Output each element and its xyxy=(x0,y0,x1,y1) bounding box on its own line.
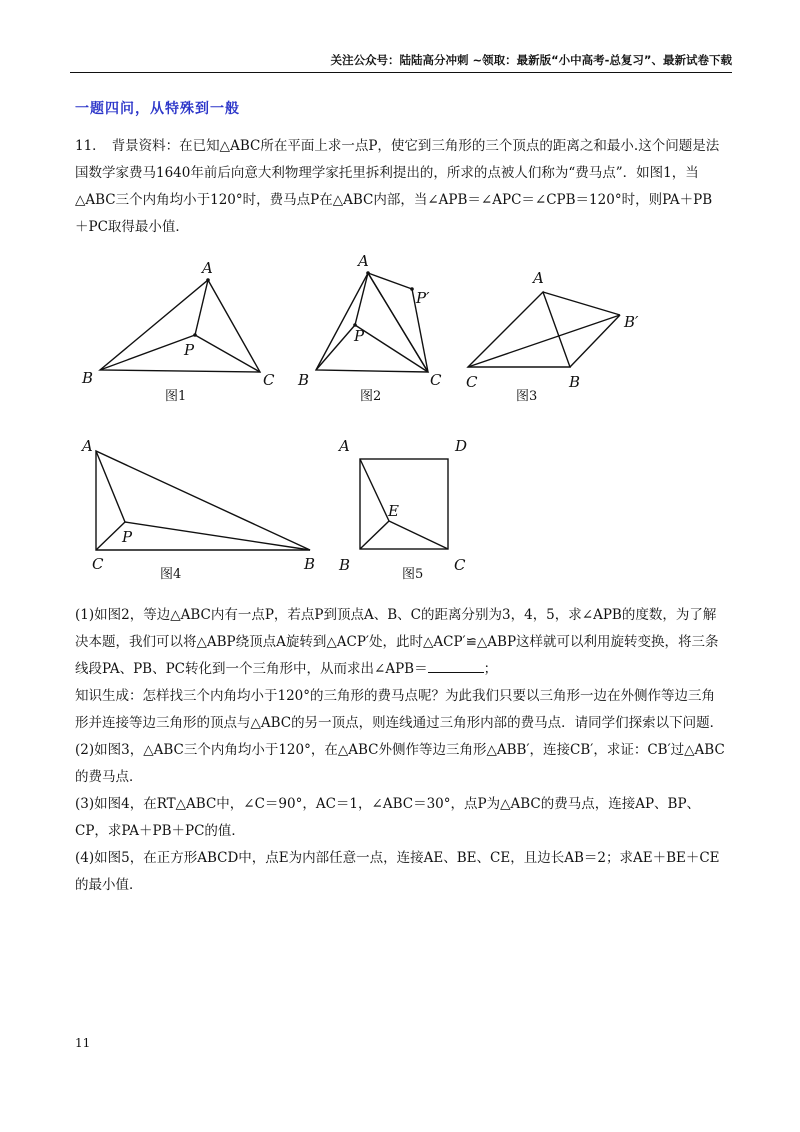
fig1-label-B: B xyxy=(82,369,94,387)
fig2-label-C: C xyxy=(430,371,442,389)
questions-block xyxy=(75,602,725,899)
question-1-end: ； xyxy=(483,661,498,677)
fig4-label-C: C xyxy=(92,555,104,573)
fig3-label-B: B xyxy=(569,373,581,391)
fig1-label-P: P xyxy=(184,341,195,359)
fig3-label-Bp: B′ xyxy=(624,313,639,331)
fig4-caption: 图4 xyxy=(160,567,182,582)
fig1-label-C: C xyxy=(263,371,275,389)
fig2-caption: 图2 xyxy=(360,389,382,404)
figure-3 xyxy=(468,292,620,367)
figures-panel xyxy=(70,255,730,585)
figure-1 xyxy=(100,280,260,372)
fig5-label-B: B xyxy=(339,556,351,574)
problem-number: 11． xyxy=(75,138,106,154)
question-2: (2)如图3，△ABC三个内角均小于120°，在△ABC外侧作等边三角形△ABB′，连接CB′，求证：CB′过△ABC的费马点． xyxy=(75,742,725,785)
answer-blank[interactable] xyxy=(428,658,484,673)
page-header: 关注公众号：陆陆高分冲刺 ~领取：最新版“小中高考-总复习”、最新试卷下载 xyxy=(330,53,732,67)
fig5-label-E: E xyxy=(388,502,399,520)
question-1-text: (1)如图2，等边△ABC内有一点P，若点P到顶点A、B、C的距离分别为3，4，5，求∠APB的度数，为了解决本题，我们可以将△ABP绕顶点A旋转到△ACP′处，此时△ACP′≌△ABP这样就可以利用旋转变换，将三条线段PA、PB、PC转化到一个三角形中，从而求出∠APB＝ xyxy=(75,607,719,677)
knowledge-note: 知识生成：怎样找三个内角均小于120°的三角形的费马点呢？为此我们只要以三角形一边在外侧作等边三角形并连接等边三角形的顶点与△ABC的另一顶点，则连线通过三角形内部的费马点．请同学们探索以下问题． xyxy=(75,688,724,731)
figure-5 xyxy=(360,459,448,549)
fig3-label-A: A xyxy=(533,269,544,287)
header-divider xyxy=(70,72,732,73)
fig2-label-B: B xyxy=(298,371,310,389)
fig5-label-A: A xyxy=(339,437,350,455)
fig1-label-A: A xyxy=(202,259,213,277)
fig4-label-P: P xyxy=(122,528,133,546)
fig2-label-Pp: P′ xyxy=(416,289,430,307)
fig2-label-A: A xyxy=(358,255,369,270)
fig4-label-B: B xyxy=(304,555,316,573)
question-1 xyxy=(75,602,725,683)
fig5-label-C: C xyxy=(454,556,466,574)
question-3: (3)如图4，在RT△ABC中，∠C＝90°，AC＝1，∠ABC＝30°，点P为△ABC的费马点，连接AP、BP、CP，求PA＋PB＋PC的值． xyxy=(75,796,701,839)
fig5-label-D: D xyxy=(455,437,468,455)
section-title: 一题四问，从特殊到一般 xyxy=(75,101,240,117)
fig1-caption: 图1 xyxy=(165,389,187,404)
page-number: 11 xyxy=(75,1036,91,1050)
fig4-label-A: A xyxy=(82,437,93,455)
problem-intro xyxy=(75,133,725,241)
fig3-caption: 图3 xyxy=(516,389,538,404)
fig2-label-P: P xyxy=(354,327,365,345)
fig5-caption: 图5 xyxy=(402,567,424,582)
question-4: (4)如图5，在正方形ABCD中，点E为内部任意一点，连接AE、BE、CE，且边长AB＝2；求AE＋BE＋CE的最小值． xyxy=(75,850,720,893)
intro-text: 背景资料：在已知△ABC所在平面上求一点P，使它到三角形的三个顶点的距离之和最小.这个问题是法国数学家费马1640年前后向意大利物理学家托里拆利提出的，所求的点被人们称为“费马点”．如图1，当△ABC三个内角均小于120°时，费马点P在△ABC内部，当∠APB＝∠APC＝∠CPB＝120°时，则PA＋PB＋PC取得最小值． xyxy=(75,138,720,235)
fig3-label-C: C xyxy=(466,373,478,391)
